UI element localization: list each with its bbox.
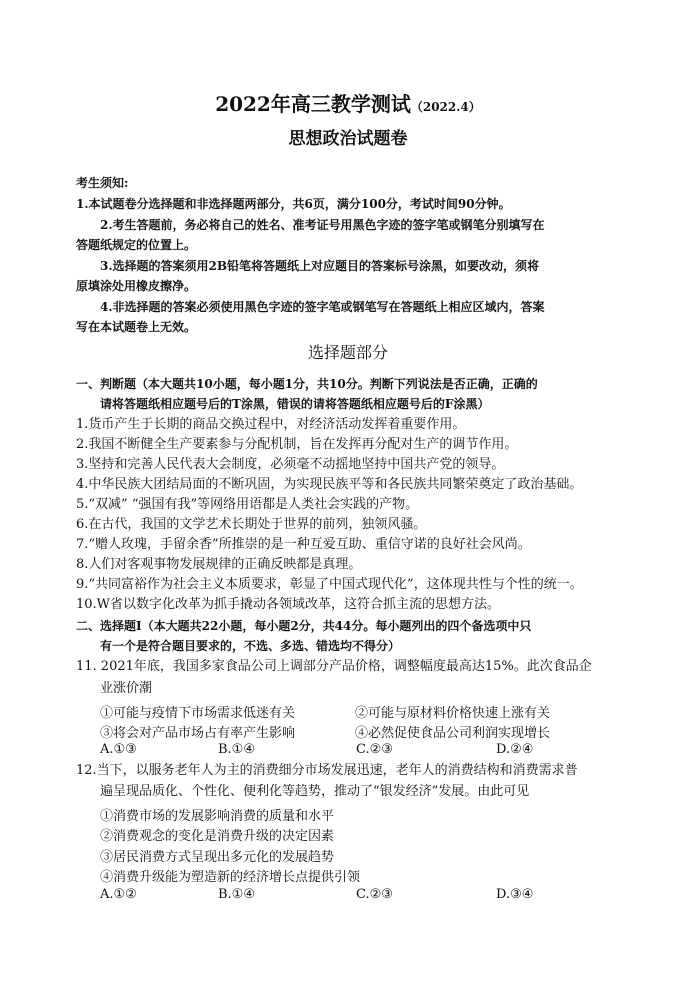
q11-option-d: D.②④ xyxy=(496,742,534,757)
q12-option-b: B.①④ xyxy=(218,887,255,902)
judgment-item-9: 9.“共同富裕作为社会主义本质要求，彰显了中国式现代化”，这体现共性与个性的统一。 xyxy=(76,577,583,592)
judgment-item-1: 1.货币产生于长期的商品交换过程中，对经济活动发挥着重要作用。 xyxy=(76,417,466,432)
q12-option-a: A.①② xyxy=(100,887,137,902)
notice-item-1: 1.本试题卷分选择题和非选择题两部分，共6页，满分100分，考试时间90分钟。 xyxy=(76,197,511,211)
q11-stem-cont: 业涨价潮 xyxy=(100,681,153,696)
q11-statement-3: ③将会对产品市场占有率产生影响 xyxy=(100,726,296,741)
part1-heading-cont: 请将答题纸相应题号后的T涂黑，错误的请将答题纸相应题号后的F涂黑） xyxy=(100,397,490,411)
q12-stem-cont: 遍呈现品质化、个性化、便利化等趋势，推动了“银发经济”发展。由此可见 xyxy=(100,784,530,799)
q11-statement-2: ②可能与原材料价格快速上涨有关 xyxy=(355,706,551,721)
notice-heading: 考生须知: xyxy=(76,176,129,190)
part2-heading-cont: 有一个是符合题目要求的，不选、多选、错选均不得分） xyxy=(100,639,401,653)
section-title: 选择题部分 xyxy=(307,343,388,362)
judgment-item-3: 3.坚持和完善人民代表大会制度，必须毫不动摇地坚持中国共产党的领导。 xyxy=(76,457,505,472)
q12-option-d: D.③④ xyxy=(496,887,534,902)
judgment-item-5: 5.“双减” “强国有我”等网络用语都是人类社会实践的产物。 xyxy=(76,497,419,512)
exam-subtitle: 思想政治试题卷 xyxy=(288,129,408,149)
exam-title-main: 2022年高三教学测试 xyxy=(215,92,411,116)
q11-statement-1: ①可能与疫情下市场需求低迷有关 xyxy=(100,706,296,721)
q11-option-c: C.②③ xyxy=(356,742,393,757)
judgment-item-2: 2.我国不断健全生产要素参与分配机制，旨在发挥再分配对生产的调节作用。 xyxy=(76,437,518,452)
part1-heading: 一、判断题（本大题共10小题，每小题1分，共10分。判断下列说法是否正确，正确的 xyxy=(76,377,538,391)
exam-date: （2022.4） xyxy=(410,100,481,114)
judgment-item-6: 6.在古代，我国的文学艺术长期处于世界的前列，独领风骚。 xyxy=(76,517,427,532)
judgment-item-7: 7.“赠人玫瑰，手留余香”所推崇的是一种互爱互助、重信守诺的良好社会风尚。 xyxy=(76,537,531,552)
q11-statement-4: ④必然促使食品公司利润实现增长 xyxy=(355,726,551,741)
q12-statement-2: ②消费观念的变化是消费升级的决定因素 xyxy=(100,829,335,844)
notice-item-2: 2.考生答题前，务必将自己的姓名、准考证号用黑色字迹的签字笔或钢笔分别填写在 xyxy=(100,218,545,232)
notice-item-3: 3.选择题的答案须用2B铅笔将答题纸上对应题目的答案标号涂黑，如要改动，须将 xyxy=(100,259,540,273)
q11-option-a: A.①③ xyxy=(100,742,137,757)
judgment-item-8: 8.人们对客观事物发展规律的正确反映都是真理。 xyxy=(76,557,362,572)
q12-stem: 12.当下，以服务老年人为主的消费细分市场发展迅速，老年人的消费结构和消费需求普 xyxy=(76,763,578,778)
notice-item-4-cont: 写在本试题卷上无效。 xyxy=(76,320,197,334)
part2-heading: 二、选择题Ⅰ（本大题共22小题，每小题2分，共44分。每小题列出的四个备选项中只 xyxy=(76,619,532,633)
q11-stem: 11. 2021年底，我国多家食品公司上调部分产品价格，调整幅度最高达15%。此次食品企 xyxy=(76,659,592,674)
notice-item-2-cont: 答题纸规定的位置上。 xyxy=(76,238,197,252)
exam-title xyxy=(0,88,696,117)
q12-statement-3: ③居民消费方式呈现出多元化的发展趋势 xyxy=(100,850,335,865)
judgment-item-10: 10.W省以数字化改革为抓手撬动各领域改革，这符合抓主流的思想方法。 xyxy=(76,597,501,612)
q12-option-c: C.②③ xyxy=(356,887,393,902)
notice-item-3-cont: 原填涂处用橡皮擦净。 xyxy=(76,279,197,293)
q12-statement-4: ④消费升级能为塑造新的经济增长点提供引领 xyxy=(100,870,361,885)
notice-item-4: 4.非选择题的答案必须使用黑色字迹的签字笔或钢笔写在答题纸上相应区域内，答案 xyxy=(100,300,545,314)
judgment-item-4: 4.中华民族大团结局面的不断巩固，为实现民族平等和各民族共同繁荣奠定了政治基础。 xyxy=(76,477,583,492)
q11-option-b: B.①④ xyxy=(218,742,255,757)
q12-statement-1: ①消费市场的发展影响消费的质量和水平 xyxy=(100,809,335,824)
